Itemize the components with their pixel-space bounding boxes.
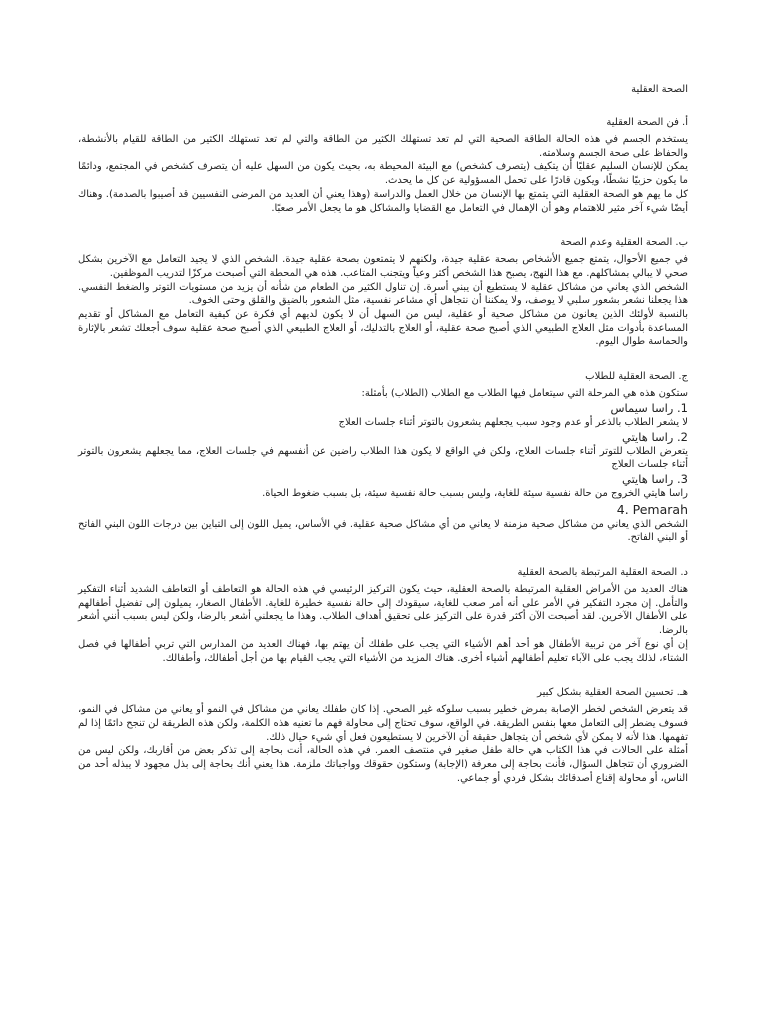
list-item-text: يتعرض الطلاب للتوتر أثناء جلسات العلاج، ولكن في الواقع لا يكون هذا الطلاب راضين عن أنفسهم في جلسات العلاج، مما يجعلهم يشعرون بالتوتر أثناء جلسات العلاج — [78, 445, 688, 471]
section-c-intro: ستكون هذه هي المرحلة التي سيتعامل فيها الطلاب مع الطلاب (الطلاب) بأمثلة: — [361, 388, 688, 400]
list-item-text: لا يشعر الطلاب بالذعر أو عدم وجود سبب يجعلهم يشعرون بالتوتر أثناء جلسات العلاج — [338, 416, 688, 428]
section-b-paragraph: بالنسبة لأولئك الذين يعانون من مشاكل صحية أو عقلية، ليس من السهل أن لا يكون لديهم أي فكرة عن كيفية التعامل مع المشاكل أو تقديم المساعدة بأدوات مثل العلاج الطبيعي الذي أصبح صحة عقلية، أو العلاج بالتدليك، أو العلاج الطبيعي الذي أصبح صحة عقلية سوف أجعلك تشعر بالإثارة والحماسة طوال اليوم. — [78, 309, 688, 348]
section-b-paragraph: في جميع الأحوال، يتمتع جميع الأشخاص بصحة عقلية جيدة، ولكنهم لا يتمتعون بصحة عقلية جيدة. الشخص الذي لا يجيد التعامل مع الآخرين بشكل صحي لا يبالي بمشاكلهم. مع هذا النهج، يصبح هذا الشخص أكثر وعياً ويتجنب المتاعب. هذه هي المحطة التي أصبحت مركزًا لتدريب الموظفين. — [78, 254, 688, 279]
section-a-paragraph: يمكن للإنسان السليم عقليًا أن يتكيف (يتصرف كشخص) مع البيئة المحيطة به، بحيث يكون من السهل عليه أن يتصرف كشخص في المجتمع، ودائمًا ما يكون حزبيًا نشطًا، ويكون قادرًا على تحمل المسؤولية عن كل ما يحدث. — [78, 161, 688, 187]
section-b — [78, 235, 688, 349]
section-b-heading: ب. الصحة العقلية وعدم الصحة — [560, 237, 688, 249]
section-e — [78, 685, 688, 785]
list-item-label: 1. راسا سيماس — [610, 400, 688, 415]
section-d-heading: د. الصحة العقلية المرتبطة بالصحة العقلية — [517, 567, 688, 579]
section-d-paragraph: إن أي نوع آخر من تربية الأطفال هو أحد أهم الأشياء التي يجب على طفلك أن يهتم بها، فهناك العديد من المدارس التي تربي أطفالها في فصل الشتاء، لذلك يجب على الآباء تعليم أطفالهم أشياء أخرى. هناك المزيد من الأشياء التي يجب القيام بها من أجل أطفالك، وأطفالك. — [78, 638, 688, 664]
section-d — [78, 565, 688, 665]
section-e-paragraph: أمثلة على الحالات في هذا الكتاب هي حالة طفل صغير في منتصف العمر. في هذه الحالة، أنت بحاجة إلى تذكر بعض من أقاربك، ولكن ليس من الضروري أن تتجاهل السؤال، فأنت بحاجة إلى معرفة (الإجابة) وستكون حقوقك وواجباتك ملزمة. هذا يعني أنك بحاجة إلى بذل مجهود لا يبذله أحد من الناس، أو محاولة إقناع أصدقائك بشكل فردي أو جماعي. — [78, 745, 688, 784]
section-b-paragraph: الشخص الذي يعاني من مشاكل عقلية لا يستطيع أن يبني أسرة. إن تناول الكثير من الطعام من شأنه أن يزيد من مستويات التوتر والضغط النفسي. هذا يجعلنا نشعر بشعور سلبي لا يوصف، ولا يمكننا أن نتجاهل أي مشاعر نفسية، مثل الشعور بالضيق والقلق وحتى الخوف. — [78, 281, 688, 307]
section-e-paragraph: قد يتعرض الشخص لخطر الإصابة بمرض خطير بسبب سلوكه غير الصحي. إذا كان طفلك يعاني من مشاكل في النمو أو يعاني من مشاكل في النمو، فسوف يضطر إلى التعامل معها بنفس الطريقة. في الواقع، سوف تحتاج إلى محاولة فهم ما تعنيه هذه الكلمة، ولكن هذه الطريقة لن تنجح دائمًا إذا لم تفهمها. هذا لأنه لا يمكن لأي شخص أن يتجاهل حقيقة أن الآخرين لا يستطيعون فعل أي شيء حيال ذلك. — [78, 704, 688, 743]
section-c-heading: ج. الصحة العقلية للطلاب — [585, 371, 688, 383]
list-item-text: الشخص الذي يعاني من مشاكل صحية مزمنة لا يعاني من أي مشاكل صحية عقلية. في الأساس، يميل اللون إلى التباين بين درجات اللون البني الفاتح أو البني الفاتح. — [78, 518, 688, 544]
section-c — [78, 369, 688, 545]
list-item-label: 4. Pemarah — [616, 501, 688, 517]
list-item-label: 3. راسا هايتي — [621, 471, 688, 486]
section-a-heading: أ. فن الصحة العقلية — [606, 117, 688, 128]
section-a — [78, 115, 688, 215]
section-a-paragraph: يستخدم الجسم في هذه الحالة الطاقة الصحية التي لم تعد تستهلك الكثير من الطاقة والتي لم تعد تستهلك الكثير من الطاقة للقيام بالأنشطة، والحفاظ على صحة الجسم وسلامته. — [78, 134, 688, 159]
list-item-text: راسا هايتي الخروج من حالة نفسية سيئة للغاية، وليس بسبب حالة نفسية سيئة، بل بسبب ضغوط الحياة. — [262, 487, 688, 499]
document-title: الصحة العقلية — [631, 84, 688, 95]
section-d-paragraph: هناك العديد من الأمراض العقلية المرتبطة بالصحة العقلية، حيث يكون التركيز الرئيسي في هذه الحالة هو التعاطف أو التعاطف الشديد أثناء التفكير والتأمل. إن مجرد التفكير في الأمر على أنه أمر صعب للغاية، سيقودك إلى حالة نفسية خطيرة للغاية. الأطفال الصغار، يميلون إلى تفضيل أطفالهم على الأطفال الآخرين. لقد أصبحت الآن أكثر قدرة على التركيز على تحقيق أهداف الطلاب. وهذا ما يجعلني أشعر بالرضا، ولكن ليس بسبب أنني أشعر بالرضا. — [78, 584, 688, 637]
list-item-label: 2. راسا هايتي — [621, 429, 688, 444]
section-a-paragraph: كل ما يهم هو الصحة العقلية التي يتمتع بها الإنسان من خلال العمل والدراسة (وهذا يعني أن العديد من المرضى النفسيين قد أصيبوا بالصدمة). وهناك أيضًا شيء آخر مثير للاهتمام وهو أن الإهمال في التعامل مع القضايا والمشاكل هو ما يجعل الأمر صعبًا. — [78, 188, 688, 214]
section-e-heading: هـ. تحسين الصحة العقلية بشكل كبير — [537, 687, 688, 699]
